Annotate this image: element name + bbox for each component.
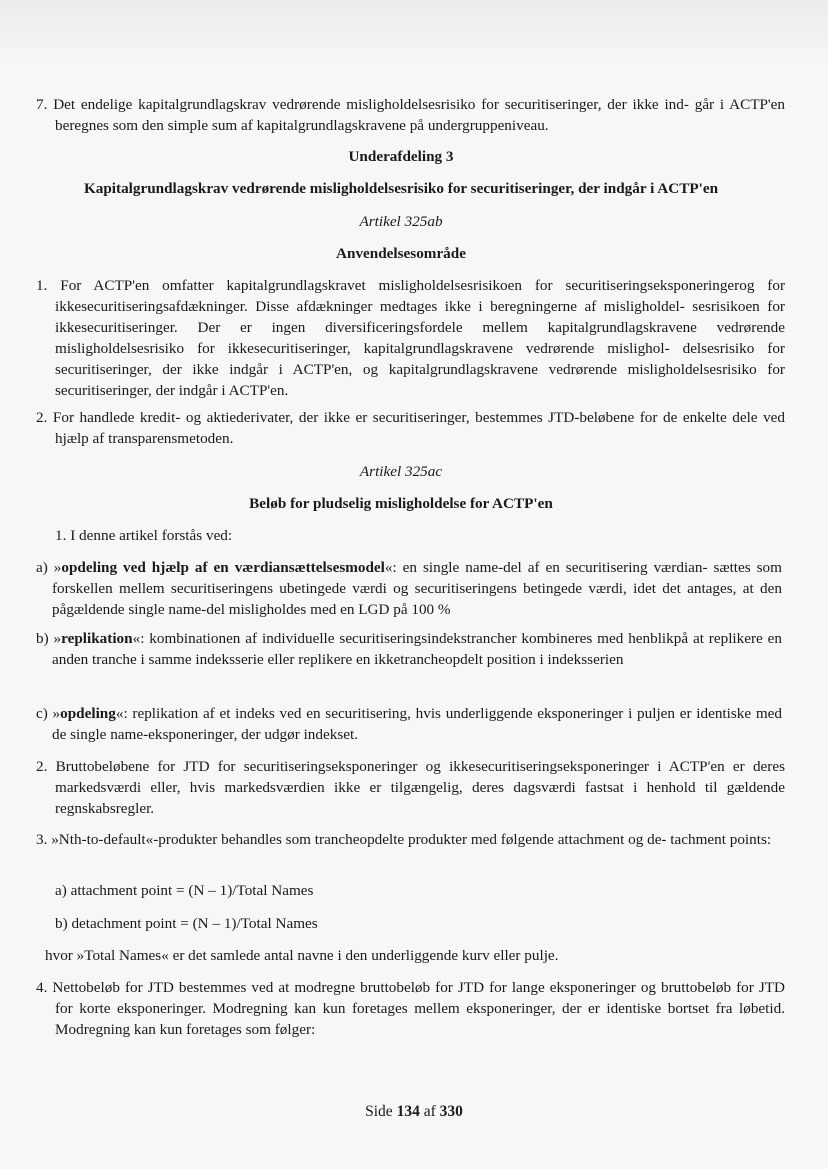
article-325ac-paragraph-3: 3. »Nth-to-default«-produkter behandles som trancheopdelte produkter med følgende attachment og de- tachment points: [36,831,772,848]
article-325ac-paragraph-2: 2. Bruttobeløbene for JTD for securitiseringseksponeringer og ikkesecuritiseringseksponeringer i ACTP'en er deres markedsværdi eller, hvis markedsværdien ikke er tilgængelig, deres dagsværdi fastsat i henhold til gældende regnskabsregler. [36,758,785,817]
definition-c-text: «: replikation af et indeks ved en securitisering, hvis underliggende eksponeringer i puljen er identiske med de single name-eksponeringer, der udgør indekset. [52,705,782,743]
definition-b [36,628,782,670]
article-325ab-title: Anvendelsesområde [336,245,466,262]
definition-c [36,703,782,745]
definition-b-term: replikation [61,630,133,647]
definition-c-term: opdeling [60,705,116,722]
total-names-explanation: hvor »Total Names« er det samlede antal navne i den underliggende kurv eller pulje. [45,947,559,964]
definition-a-label: a) » [36,559,62,576]
subdivision-title: Kapitalgrundlagskrav vedrørende misligholdelsesrisiko for securitiseringer, der indgår i ACTP'en [83,180,719,197]
article-325ab-heading: Artikel 325ab [359,213,443,230]
article-325ab-paragraph-1: 1. For ACTP'en omfatter kapitalgrundlagskravet misligholdelsesrisikoen for securitiseringseksponeringerog for ikkesecuritiseringsafdækninger. Disse afdækninger medtages ikke i beregningerne af misligholdel- sesrisikoen for ikkesecuritiseringer. Der er ingen diversificeringsfordele mellem kapitalgrundlagskravene vedrørende misligholdelsesrisiko for ikkesecuritiseringer, kapitalgrundlagskravene vedrørende mislighol- delsesrisiko for securitiseringer, der ikke indgår i ACTP'en, og kapitalgrundlagskravene vedrørende misligholdelsesrisiko for securitiseringer, der indgår i ACTP'en. [36,277,785,399]
definition-b-text: «: kombinationen af individuelle securitiseringsindekstrancher kombineres med henblikpå at replikere en anden tranche i samme indeksserie eller replikere en ikketrancheopdelt position i indeksserien [52,630,782,668]
footer-middle: af [419,1103,440,1120]
article-325ac-paragraph-4: 4. Nettobeløb for JTD bestemmes ved at modregne bruttobeløb for JTD for lange eksponeringer og bruttobeløb for JTD for korte eksponeringer. Modregning kan kun foretages mellem eksponeringer, der er identiske bortset fra løbetid. Modregning kan kun foretages som følger: [36,979,785,1038]
attachment-point-formula: a) attachment point = (N – 1)/Total Names [55,882,314,899]
article-325ac-title: Beløb for pludselig misligholdelse for ACTP'en [249,495,553,512]
definition-a-text: «: en single name-del af en securitisering værdian- sættes som forskellen mellem securitiseringens ubetingede værdi og securitiseringens betingede værdi, idet det antages, at den pågældende single name-del misligholdes med en LGD på 100 % [52,559,782,618]
footer-page-number: 134 [396,1103,420,1120]
definition-c-label: c) » [36,705,61,722]
detachment-point-formula: b) detachment point = (N – 1)/Total Names [55,915,318,932]
footer-total-pages: 330 [439,1103,463,1120]
article-325ac-heading: Artikel 325ac [359,463,443,480]
scan-top-band [0,0,828,60]
definition-b-label: b) » [36,630,62,647]
subdivision-heading: Underafdeling 3 [348,148,454,165]
article-325ac-paragraph-1: 1. I denne artikel forstås ved: [55,527,233,544]
article-325ab-paragraph-2: 2. For handlede kredit- og aktiederivater, der ikke er securitiseringer, bestemmes JTD-beløbene for de enkelte dele ved hjælp af transparensmetoden. [36,409,785,447]
paragraph-7: 7. Det endelige kapitalgrundlagskrav vedrørende misligholdelsesrisiko for securitiseringer, der ikke ind- går i ACTP'en beregnes som den simple sum af kapitalgrundlagskravene på undergruppeniveau. [36,96,785,134]
footer-prefix: Side [365,1103,397,1120]
page-footer [0,1101,828,1122]
definition-a-term: opdeling ved hjælp af en værdiansættelsesmodel [61,559,385,576]
definition-a [36,557,782,620]
